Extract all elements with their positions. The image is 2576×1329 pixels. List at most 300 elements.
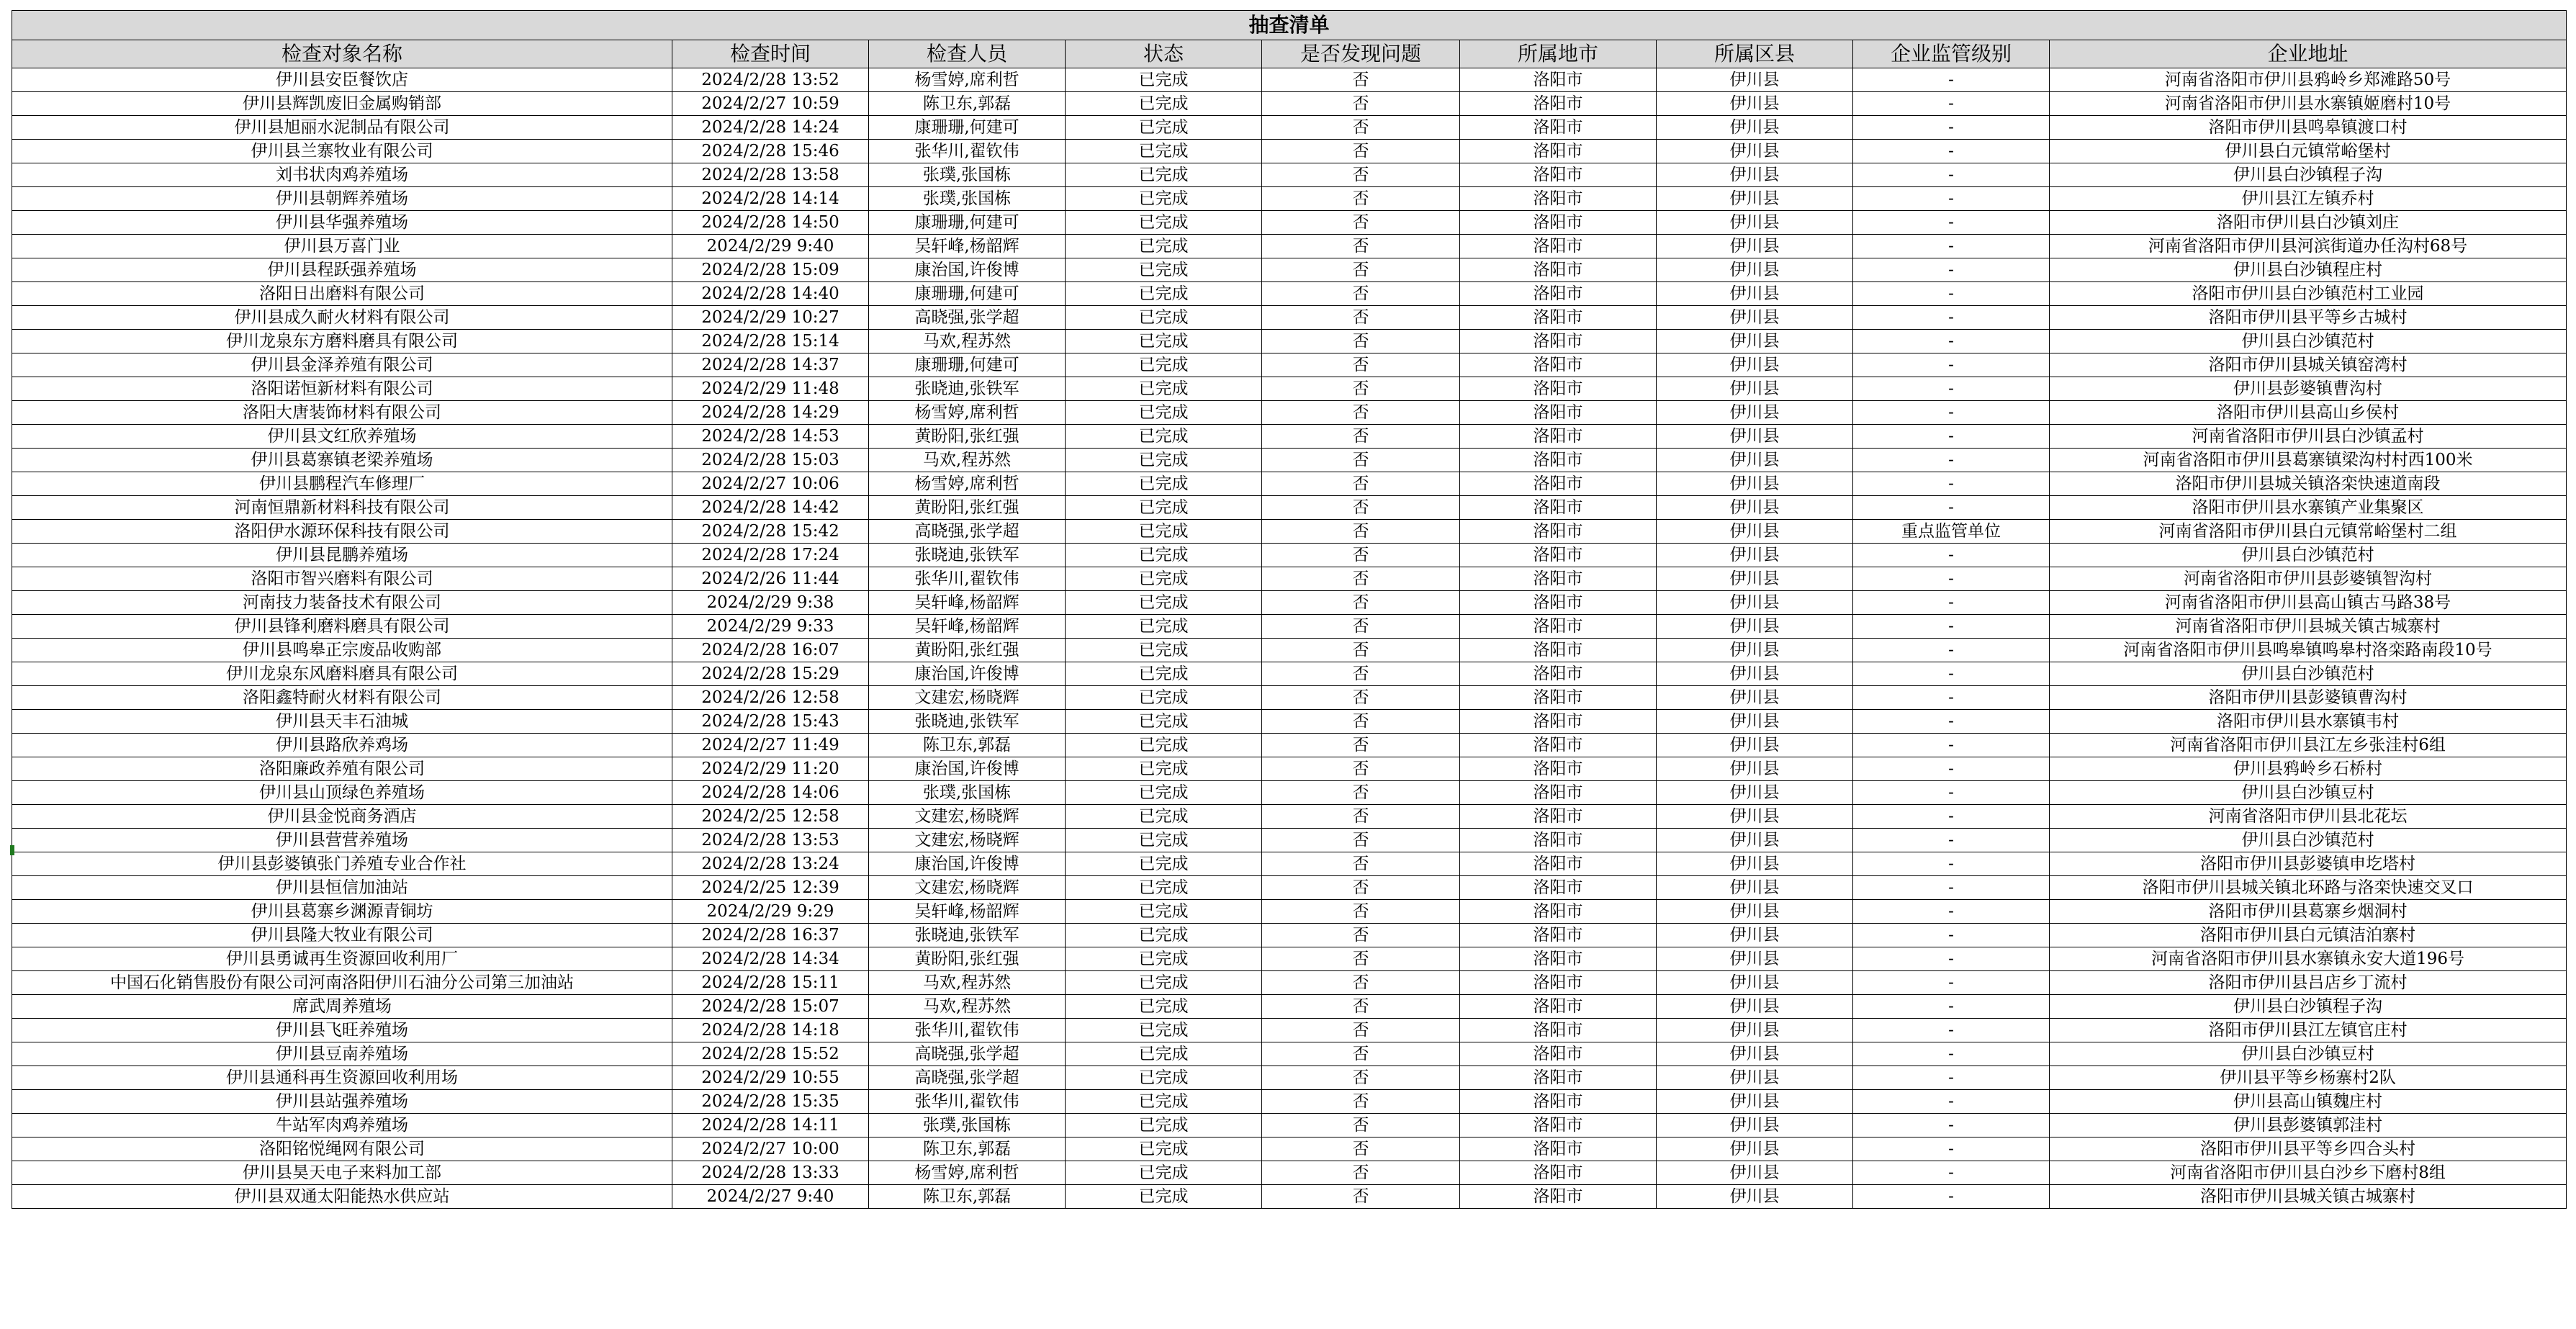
cell-district[interactable]: 伊川县 <box>1657 924 1853 947</box>
cell-status[interactable]: 已完成 <box>1066 710 1262 734</box>
cell-supervision-level[interactable]: - <box>1853 282 2050 306</box>
cell-issue-found[interactable]: 否 <box>1262 1042 1460 1066</box>
cell-supervision-level[interactable]: - <box>1853 140 2050 163</box>
cell-check-time[interactable]: 2024/2/28 17:24 <box>672 544 869 567</box>
cell-city[interactable]: 洛阳市 <box>1460 258 1657 282</box>
cell-district[interactable]: 伊川县 <box>1657 686 1853 710</box>
cell-issue-found[interactable]: 否 <box>1262 615 1460 639</box>
cell-object-name[interactable]: 伊川县勇诚再生资源回收利用厂 <box>12 947 672 971</box>
table-row[interactable] <box>12 971 2567 995</box>
cell-inspectors[interactable]: 康治国,许俊博 <box>869 258 1066 282</box>
cell-district[interactable]: 伊川县 <box>1657 68 1853 92</box>
cell-status[interactable]: 已完成 <box>1066 496 1262 520</box>
cell-supervision-level[interactable]: - <box>1853 187 2050 211</box>
cell-supervision-level[interactable]: - <box>1853 496 2050 520</box>
cell-status[interactable]: 已完成 <box>1066 971 1262 995</box>
cell-address[interactable]: 河南省洛阳市伊川县葛寨镇梁沟村村西100米 <box>2050 449 2567 472</box>
cell-supervision-level[interactable]: - <box>1853 544 2050 567</box>
cell-city[interactable]: 洛阳市 <box>1460 805 1657 829</box>
cell-status[interactable]: 已完成 <box>1066 330 1262 353</box>
cell-issue-found[interactable]: 否 <box>1262 947 1460 971</box>
cell-city[interactable]: 洛阳市 <box>1460 1185 1657 1209</box>
cell-issue-found[interactable]: 否 <box>1262 163 1460 187</box>
cell-object-name[interactable]: 伊川县辉凯废旧金属购销部 <box>12 92 672 116</box>
cell-issue-found[interactable]: 否 <box>1262 1114 1460 1137</box>
cell-inspectors[interactable]: 张华川,翟钦伟 <box>869 1090 1066 1114</box>
cell-object-name[interactable]: 伊川县彭婆镇张门养殖专业合作社 <box>12 852 672 876</box>
cell-city[interactable]: 洛阳市 <box>1460 924 1657 947</box>
table-row[interactable] <box>12 995 2567 1019</box>
cell-supervision-level[interactable]: - <box>1853 1066 2050 1090</box>
cell-city[interactable]: 洛阳市 <box>1460 116 1657 140</box>
cell-issue-found[interactable]: 否 <box>1262 924 1460 947</box>
table-row[interactable] <box>12 306 2567 330</box>
cell-inspectors[interactable]: 杨雪婷,席利哲 <box>869 1161 1066 1185</box>
cell-inspectors[interactable]: 高晓强,张学超 <box>869 520 1066 544</box>
table-row[interactable] <box>12 567 2567 591</box>
cell-city[interactable]: 洛阳市 <box>1460 1066 1657 1090</box>
cell-status[interactable]: 已完成 <box>1066 1137 1262 1161</box>
cell-status[interactable]: 已完成 <box>1066 900 1262 924</box>
cell-city[interactable]: 洛阳市 <box>1460 1114 1657 1137</box>
cell-check-time[interactable]: 2024/2/28 14:06 <box>672 781 869 805</box>
cell-check-time[interactable]: 2024/2/26 11:44 <box>672 567 869 591</box>
cell-city[interactable]: 洛阳市 <box>1460 947 1657 971</box>
cell-city[interactable]: 洛阳市 <box>1460 306 1657 330</box>
cell-issue-found[interactable]: 否 <box>1262 496 1460 520</box>
table-row[interactable] <box>12 1161 2567 1185</box>
cell-district[interactable]: 伊川县 <box>1657 211 1853 235</box>
table-row[interactable] <box>12 92 2567 116</box>
cell-issue-found[interactable]: 否 <box>1262 1066 1460 1090</box>
table-row[interactable] <box>12 163 2567 187</box>
cell-address[interactable]: 河南省洛阳市伊川县江左乡张洼村6组 <box>2050 734 2567 757</box>
cell-status[interactable]: 已完成 <box>1066 401 1262 425</box>
cell-status[interactable]: 已完成 <box>1066 1161 1262 1185</box>
cell-supervision-level[interactable]: - <box>1853 401 2050 425</box>
column-header-district[interactable]: 所属区县 <box>1657 40 1853 68</box>
cell-inspectors[interactable]: 康治国,许俊博 <box>869 662 1066 686</box>
cell-district[interactable]: 伊川县 <box>1657 1019 1853 1042</box>
cell-status[interactable]: 已完成 <box>1066 686 1262 710</box>
cell-supervision-level[interactable]: - <box>1853 1019 2050 1042</box>
cell-address[interactable]: 洛阳市伊川县城关镇洛栾快速道南段 <box>2050 472 2567 496</box>
cell-inspectors[interactable]: 马欢,程苏然 <box>869 449 1066 472</box>
cell-object-name[interactable]: 伊川县营营养殖场 <box>12 829 672 852</box>
table-row[interactable] <box>12 140 2567 163</box>
cell-city[interactable]: 洛阳市 <box>1460 710 1657 734</box>
table-row[interactable] <box>12 496 2567 520</box>
table-row[interactable] <box>12 401 2567 425</box>
cell-city[interactable]: 洛阳市 <box>1460 686 1657 710</box>
cell-object-name[interactable]: 伊川县双通太阳能热水供应站 <box>12 1185 672 1209</box>
cell-check-time[interactable]: 2024/2/28 14:29 <box>672 401 869 425</box>
cell-inspectors[interactable]: 吴轩峰,杨韶辉 <box>869 235 1066 258</box>
cell-check-time[interactable]: 2024/2/27 10:06 <box>672 472 869 496</box>
cell-check-time[interactable]: 2024/2/28 13:53 <box>672 829 869 852</box>
cell-address[interactable]: 河南省洛阳市伊川县北花坛 <box>2050 805 2567 829</box>
cell-address[interactable]: 伊川县白元镇常峪堡村 <box>2050 140 2567 163</box>
table-row[interactable] <box>12 425 2567 449</box>
table-row[interactable] <box>12 282 2567 306</box>
cell-issue-found[interactable]: 否 <box>1262 757 1460 781</box>
cell-status[interactable]: 已完成 <box>1066 947 1262 971</box>
cell-inspectors[interactable]: 张华川,翟钦伟 <box>869 1019 1066 1042</box>
cell-status[interactable]: 已完成 <box>1066 140 1262 163</box>
table-row[interactable] <box>12 591 2567 615</box>
table-row[interactable] <box>12 353 2567 377</box>
cell-address[interactable]: 伊川县白沙镇范村 <box>2050 330 2567 353</box>
table-row[interactable] <box>12 235 2567 258</box>
cell-district[interactable]: 伊川县 <box>1657 377 1853 401</box>
cell-issue-found[interactable]: 否 <box>1262 520 1460 544</box>
cell-district[interactable]: 伊川县 <box>1657 544 1853 567</box>
cell-address[interactable]: 洛阳市伊川县葛寨乡烟洞村 <box>2050 900 2567 924</box>
cell-object-name[interactable]: 伊川县昆鹏养殖场 <box>12 544 672 567</box>
cell-issue-found[interactable]: 否 <box>1262 639 1460 662</box>
cell-status[interactable]: 已完成 <box>1066 829 1262 852</box>
cell-status[interactable]: 已完成 <box>1066 163 1262 187</box>
table-row[interactable] <box>12 187 2567 211</box>
cell-object-name[interactable]: 伊川县金泽养殖有限公司 <box>12 353 672 377</box>
cell-supervision-level[interactable]: 重点监管单位 <box>1853 520 2050 544</box>
cell-status[interactable]: 已完成 <box>1066 1019 1262 1042</box>
cell-object-name[interactable]: 伊川县通科再生资源回收利用场 <box>12 1066 672 1090</box>
cell-issue-found[interactable]: 否 <box>1262 1161 1460 1185</box>
cell-inspectors[interactable]: 文建宏,杨晓辉 <box>869 805 1066 829</box>
column-header-supervision-level[interactable]: 企业监管级别 <box>1853 40 2050 68</box>
cell-status[interactable]: 已完成 <box>1066 995 1262 1019</box>
cell-address[interactable]: 河南省洛阳市伊川县城关镇古城寨村 <box>2050 615 2567 639</box>
cell-address[interactable]: 伊川县彭婆镇郭洼村 <box>2050 1114 2567 1137</box>
cell-check-time[interactable]: 2024/2/26 12:58 <box>672 686 869 710</box>
cell-address[interactable]: 河南省洛阳市伊川县河滨街道办任沟村68号 <box>2050 235 2567 258</box>
cell-object-name[interactable]: 伊川县恒信加油站 <box>12 876 672 900</box>
cell-supervision-level[interactable]: - <box>1853 829 2050 852</box>
table-row[interactable] <box>12 686 2567 710</box>
cell-address[interactable]: 伊川县平等乡杨寨村2队 <box>2050 1066 2567 1090</box>
cell-object-name[interactable]: 伊川县鹏程汽车修理厂 <box>12 472 672 496</box>
cell-status[interactable]: 已完成 <box>1066 377 1262 401</box>
cell-object-name[interactable]: 伊川县站强养殖场 <box>12 1090 672 1114</box>
cell-city[interactable]: 洛阳市 <box>1460 544 1657 567</box>
cell-address[interactable]: 河南省洛阳市伊川县白沙乡下磨村8组 <box>2050 1161 2567 1185</box>
cell-district[interactable]: 伊川县 <box>1657 163 1853 187</box>
cell-inspectors[interactable]: 陈卫东,郭磊 <box>869 92 1066 116</box>
cell-inspectors[interactable]: 高晓强,张学超 <box>869 1066 1066 1090</box>
cell-city[interactable]: 洛阳市 <box>1460 757 1657 781</box>
cell-city[interactable]: 洛阳市 <box>1460 615 1657 639</box>
cell-inspectors[interactable]: 高晓强,张学超 <box>869 1042 1066 1066</box>
cell-inspectors[interactable]: 文建宏,杨晓辉 <box>869 686 1066 710</box>
cell-object-name[interactable]: 伊川县程跃强养殖场 <box>12 258 672 282</box>
table-row[interactable] <box>12 258 2567 282</box>
cell-inspectors[interactable]: 张晓迪,张铁军 <box>869 544 1066 567</box>
cell-issue-found[interactable]: 否 <box>1262 852 1460 876</box>
cell-address[interactable]: 伊川县白沙镇程庄村 <box>2050 258 2567 282</box>
cell-address[interactable]: 洛阳市伊川县白元镇洁泊寨村 <box>2050 924 2567 947</box>
cell-address[interactable]: 伊川县白沙镇豆村 <box>2050 1042 2567 1066</box>
cell-supervision-level[interactable]: - <box>1853 1114 2050 1137</box>
cell-status[interactable]: 已完成 <box>1066 567 1262 591</box>
cell-inspectors[interactable]: 张晓迪,张铁军 <box>869 710 1066 734</box>
cell-address[interactable]: 洛阳市伊川县平等乡四合头村 <box>2050 1137 2567 1161</box>
cell-object-name[interactable]: 中国石化销售股份有限公司河南洛阳伊川石油分公司第三加油站 <box>12 971 672 995</box>
cell-check-time[interactable]: 2024/2/28 14:40 <box>672 282 869 306</box>
cell-inspectors[interactable]: 陈卫东,郭磊 <box>869 1137 1066 1161</box>
cell-status[interactable]: 已完成 <box>1066 1066 1262 1090</box>
cell-object-name[interactable]: 伊川县路欣养鸡场 <box>12 734 672 757</box>
cell-object-name[interactable]: 伊川县锋利磨料磨具有限公司 <box>12 615 672 639</box>
cell-inspectors[interactable]: 马欢,程苏然 <box>869 330 1066 353</box>
cell-inspectors[interactable]: 文建宏,杨晓辉 <box>869 829 1066 852</box>
cell-supervision-level[interactable]: - <box>1853 235 2050 258</box>
cell-check-time[interactable]: 2024/2/28 15:43 <box>672 710 869 734</box>
cell-address[interactable]: 洛阳市伊川县江左镇官庄村 <box>2050 1019 2567 1042</box>
cell-issue-found[interactable]: 否 <box>1262 140 1460 163</box>
cell-object-name[interactable]: 伊川县豆南养殖场 <box>12 1042 672 1066</box>
cell-object-name[interactable]: 伊川县鸣皋正宗废品收购部 <box>12 639 672 662</box>
cell-issue-found[interactable]: 否 <box>1262 567 1460 591</box>
column-header-status[interactable]: 状态 <box>1066 40 1262 68</box>
table-row[interactable] <box>12 377 2567 401</box>
cell-inspectors[interactable]: 吴轩峰,杨韶辉 <box>869 591 1066 615</box>
cell-address[interactable]: 洛阳市伊川县白沙镇范村工业园 <box>2050 282 2567 306</box>
cell-object-name[interactable]: 洛阳大唐装饰材料有限公司 <box>12 401 672 425</box>
cell-address[interactable]: 洛阳市伊川县彭婆镇申圪塔村 <box>2050 852 2567 876</box>
cell-status[interactable]: 已完成 <box>1066 92 1262 116</box>
cell-object-name[interactable]: 伊川县飞旺养殖场 <box>12 1019 672 1042</box>
cell-check-time[interactable]: 2024/2/28 14:50 <box>672 211 869 235</box>
cell-status[interactable]: 已完成 <box>1066 852 1262 876</box>
cell-check-time[interactable]: 2024/2/28 16:07 <box>672 639 869 662</box>
cell-supervision-level[interactable]: - <box>1853 211 2050 235</box>
cell-inspectors[interactable]: 康珊珊,何建可 <box>869 211 1066 235</box>
cell-city[interactable]: 洛阳市 <box>1460 591 1657 615</box>
cell-issue-found[interactable]: 否 <box>1262 116 1460 140</box>
cell-inspectors[interactable]: 张华川,翟钦伟 <box>869 140 1066 163</box>
cell-issue-found[interactable]: 否 <box>1262 282 1460 306</box>
cell-city[interactable]: 洛阳市 <box>1460 140 1657 163</box>
table-row[interactable] <box>12 757 2567 781</box>
cell-supervision-level[interactable]: - <box>1853 781 2050 805</box>
cell-district[interactable]: 伊川县 <box>1657 1042 1853 1066</box>
cell-address[interactable]: 洛阳市伊川县彭婆镇曹沟村 <box>2050 686 2567 710</box>
cell-object-name[interactable]: 伊川县旭丽水泥制品有限公司 <box>12 116 672 140</box>
cell-district[interactable]: 伊川县 <box>1657 187 1853 211</box>
cell-status[interactable]: 已完成 <box>1066 615 1262 639</box>
cell-supervision-level[interactable]: - <box>1853 1161 2050 1185</box>
cell-district[interactable]: 伊川县 <box>1657 876 1853 900</box>
cell-object-name[interactable]: 席武周养殖场 <box>12 995 672 1019</box>
cell-supervision-level[interactable]: - <box>1853 662 2050 686</box>
cell-check-time[interactable]: 2024/2/28 14:11 <box>672 1114 869 1137</box>
cell-address[interactable]: 洛阳市伊川县水寨镇产业集聚区 <box>2050 496 2567 520</box>
cell-check-time[interactable]: 2024/2/29 9:40 <box>672 235 869 258</box>
cell-issue-found[interactable]: 否 <box>1262 829 1460 852</box>
cell-issue-found[interactable]: 否 <box>1262 781 1460 805</box>
cell-inspectors[interactable]: 黄盼阳,张红强 <box>869 947 1066 971</box>
cell-inspectors[interactable]: 康治国,许俊博 <box>869 757 1066 781</box>
cell-supervision-level[interactable]: - <box>1853 92 2050 116</box>
table-row[interactable] <box>12 1019 2567 1042</box>
cell-issue-found[interactable]: 否 <box>1262 1185 1460 1209</box>
table-row[interactable] <box>12 852 2567 876</box>
cell-city[interactable]: 洛阳市 <box>1460 781 1657 805</box>
table-row[interactable] <box>12 520 2567 544</box>
cell-district[interactable]: 伊川县 <box>1657 805 1853 829</box>
cell-address[interactable]: 河南省洛阳市伊川县白元镇常峪堡村二组 <box>2050 520 2567 544</box>
cell-supervision-level[interactable]: - <box>1853 639 2050 662</box>
cell-supervision-level[interactable]: - <box>1853 1042 2050 1066</box>
cell-district[interactable]: 伊川县 <box>1657 639 1853 662</box>
column-header-object-name[interactable]: 检查对象名称 <box>12 40 672 68</box>
cell-address[interactable]: 河南省洛阳市伊川县白沙镇孟村 <box>2050 425 2567 449</box>
table-row[interactable] <box>12 68 2567 92</box>
cell-status[interactable]: 已完成 <box>1066 520 1262 544</box>
cell-supervision-level[interactable]: - <box>1853 757 2050 781</box>
cell-object-name[interactable]: 洛阳铭悦绳网有限公司 <box>12 1137 672 1161</box>
cell-address[interactable]: 洛阳市伊川县城关镇窑湾村 <box>2050 353 2567 377</box>
cell-city[interactable]: 洛阳市 <box>1460 567 1657 591</box>
cell-object-name[interactable]: 伊川县安臣餐饮店 <box>12 68 672 92</box>
cell-supervision-level[interactable]: - <box>1853 353 2050 377</box>
cell-issue-found[interactable]: 否 <box>1262 211 1460 235</box>
cell-district[interactable]: 伊川县 <box>1657 710 1853 734</box>
cell-check-time[interactable]: 2024/2/29 10:27 <box>672 306 869 330</box>
cell-inspectors[interactable]: 高晓强,张学超 <box>869 306 1066 330</box>
cell-district[interactable]: 伊川县 <box>1657 757 1853 781</box>
cell-district[interactable]: 伊川县 <box>1657 92 1853 116</box>
column-header-check-time[interactable]: 检查时间 <box>672 40 869 68</box>
table-row[interactable] <box>12 947 2567 971</box>
cell-issue-found[interactable]: 否 <box>1262 92 1460 116</box>
cell-inspectors[interactable]: 吴轩峰,杨韶辉 <box>869 615 1066 639</box>
cell-city[interactable]: 洛阳市 <box>1460 876 1657 900</box>
cell-check-time[interactable]: 2024/2/28 14:37 <box>672 353 869 377</box>
cell-status[interactable]: 已完成 <box>1066 876 1262 900</box>
cell-status[interactable]: 已完成 <box>1066 1042 1262 1066</box>
cell-supervision-level[interactable]: - <box>1853 1137 2050 1161</box>
cell-status[interactable]: 已完成 <box>1066 282 1262 306</box>
cell-status[interactable]: 已完成 <box>1066 544 1262 567</box>
cell-object-name[interactable]: 伊川县文红欣养殖场 <box>12 425 672 449</box>
cell-city[interactable]: 洛阳市 <box>1460 900 1657 924</box>
cell-district[interactable]: 伊川县 <box>1657 282 1853 306</box>
cell-inspectors[interactable]: 张晓迪,张铁军 <box>869 924 1066 947</box>
cell-district[interactable]: 伊川县 <box>1657 781 1853 805</box>
cell-check-time[interactable]: 2024/2/28 14:24 <box>672 116 869 140</box>
cell-city[interactable]: 洛阳市 <box>1460 449 1657 472</box>
cell-object-name[interactable]: 洛阳诺恒新材料有限公司 <box>12 377 672 401</box>
cell-object-name[interactable]: 伊川县万喜门业 <box>12 235 672 258</box>
cell-district[interactable]: 伊川县 <box>1657 353 1853 377</box>
cell-city[interactable]: 洛阳市 <box>1460 662 1657 686</box>
cell-city[interactable]: 洛阳市 <box>1460 995 1657 1019</box>
cell-inspectors[interactable]: 马欢,程苏然 <box>869 971 1066 995</box>
cell-address[interactable]: 洛阳市伊川县吕店乡丁流村 <box>2050 971 2567 995</box>
cell-supervision-level[interactable]: - <box>1853 68 2050 92</box>
cell-inspectors[interactable]: 黄盼阳,张红强 <box>869 639 1066 662</box>
cell-city[interactable]: 洛阳市 <box>1460 1137 1657 1161</box>
column-header-inspectors[interactable]: 检查人员 <box>869 40 1066 68</box>
cell-status[interactable]: 已完成 <box>1066 68 1262 92</box>
cell-status[interactable]: 已完成 <box>1066 591 1262 615</box>
cell-inspectors[interactable]: 陈卫东,郭磊 <box>869 1185 1066 1209</box>
cell-check-time[interactable]: 2024/2/25 12:39 <box>672 876 869 900</box>
cell-address[interactable]: 河南省洛阳市伊川县鸦岭乡郑滩路50号 <box>2050 68 2567 92</box>
cell-district[interactable]: 伊川县 <box>1657 235 1853 258</box>
cell-check-time[interactable]: 2024/2/29 11:48 <box>672 377 869 401</box>
cell-district[interactable]: 伊川县 <box>1657 829 1853 852</box>
cell-supervision-level[interactable]: - <box>1853 852 2050 876</box>
table-row[interactable] <box>12 211 2567 235</box>
cell-object-name[interactable]: 伊川县葛寨镇老梁养殖场 <box>12 449 672 472</box>
cell-issue-found[interactable]: 否 <box>1262 900 1460 924</box>
table-row[interactable] <box>12 639 2567 662</box>
cell-issue-found[interactable]: 否 <box>1262 1137 1460 1161</box>
cell-district[interactable]: 伊川县 <box>1657 258 1853 282</box>
cell-check-time[interactable]: 2024/2/28 15:29 <box>672 662 869 686</box>
cell-address[interactable]: 洛阳市伊川县鸣皋镇渡口村 <box>2050 116 2567 140</box>
cell-check-time[interactable]: 2024/2/28 13:58 <box>672 163 869 187</box>
cell-district[interactable]: 伊川县 <box>1657 852 1853 876</box>
cell-inspectors[interactable]: 张璞,张国栋 <box>869 1114 1066 1137</box>
cell-city[interactable]: 洛阳市 <box>1460 496 1657 520</box>
table-row[interactable] <box>12 116 2567 140</box>
cell-object-name[interactable]: 刘书状肉鸡养殖场 <box>12 163 672 187</box>
cell-object-name[interactable]: 河南恒鼎新材料科技有限公司 <box>12 496 672 520</box>
table-row[interactable] <box>12 1042 2567 1066</box>
cell-city[interactable]: 洛阳市 <box>1460 852 1657 876</box>
cell-inspectors[interactable]: 黄盼阳,张红强 <box>869 425 1066 449</box>
cell-status[interactable]: 已完成 <box>1066 353 1262 377</box>
cell-object-name[interactable]: 伊川龙泉东风磨料磨具有限公司 <box>12 662 672 686</box>
cell-check-time[interactable]: 2024/2/28 13:52 <box>672 68 869 92</box>
cell-district[interactable]: 伊川县 <box>1657 1066 1853 1090</box>
cell-city[interactable]: 洛阳市 <box>1460 1161 1657 1185</box>
cell-district[interactable]: 伊川县 <box>1657 1090 1853 1114</box>
cell-address[interactable]: 伊川县白沙镇程子沟 <box>2050 163 2567 187</box>
cell-check-time[interactable]: 2024/2/28 15:42 <box>672 520 869 544</box>
cell-district[interactable]: 伊川县 <box>1657 401 1853 425</box>
cell-check-time[interactable]: 2024/2/28 14:42 <box>672 496 869 520</box>
cell-supervision-level[interactable]: - <box>1853 710 2050 734</box>
cell-status[interactable]: 已完成 <box>1066 235 1262 258</box>
cell-issue-found[interactable]: 否 <box>1262 876 1460 900</box>
table-row[interactable] <box>12 662 2567 686</box>
cell-inspectors[interactable]: 吴轩峰,杨韶辉 <box>869 900 1066 924</box>
cell-check-time[interactable]: 2024/2/29 9:29 <box>672 900 869 924</box>
cell-supervision-level[interactable]: - <box>1853 449 2050 472</box>
cell-address[interactable]: 洛阳市伊川县城关镇古城寨村 <box>2050 1185 2567 1209</box>
cell-district[interactable]: 伊川县 <box>1657 520 1853 544</box>
cell-district[interactable]: 伊川县 <box>1657 662 1853 686</box>
cell-issue-found[interactable]: 否 <box>1262 401 1460 425</box>
cell-object-name[interactable]: 洛阳日出磨料有限公司 <box>12 282 672 306</box>
cell-check-time[interactable]: 2024/2/28 14:14 <box>672 187 869 211</box>
cell-status[interactable]: 已完成 <box>1066 1114 1262 1137</box>
cell-district[interactable]: 伊川县 <box>1657 330 1853 353</box>
cell-city[interactable]: 洛阳市 <box>1460 639 1657 662</box>
cell-supervision-level[interactable]: - <box>1853 425 2050 449</box>
cell-status[interactable]: 已完成 <box>1066 639 1262 662</box>
table-row[interactable] <box>12 1185 2567 1209</box>
cell-object-name[interactable]: 洛阳市智兴磨料有限公司 <box>12 567 672 591</box>
cell-issue-found[interactable]: 否 <box>1262 1019 1460 1042</box>
cell-district[interactable]: 伊川县 <box>1657 900 1853 924</box>
cell-object-name[interactable]: 牛站军肉鸡养殖场 <box>12 1114 672 1137</box>
